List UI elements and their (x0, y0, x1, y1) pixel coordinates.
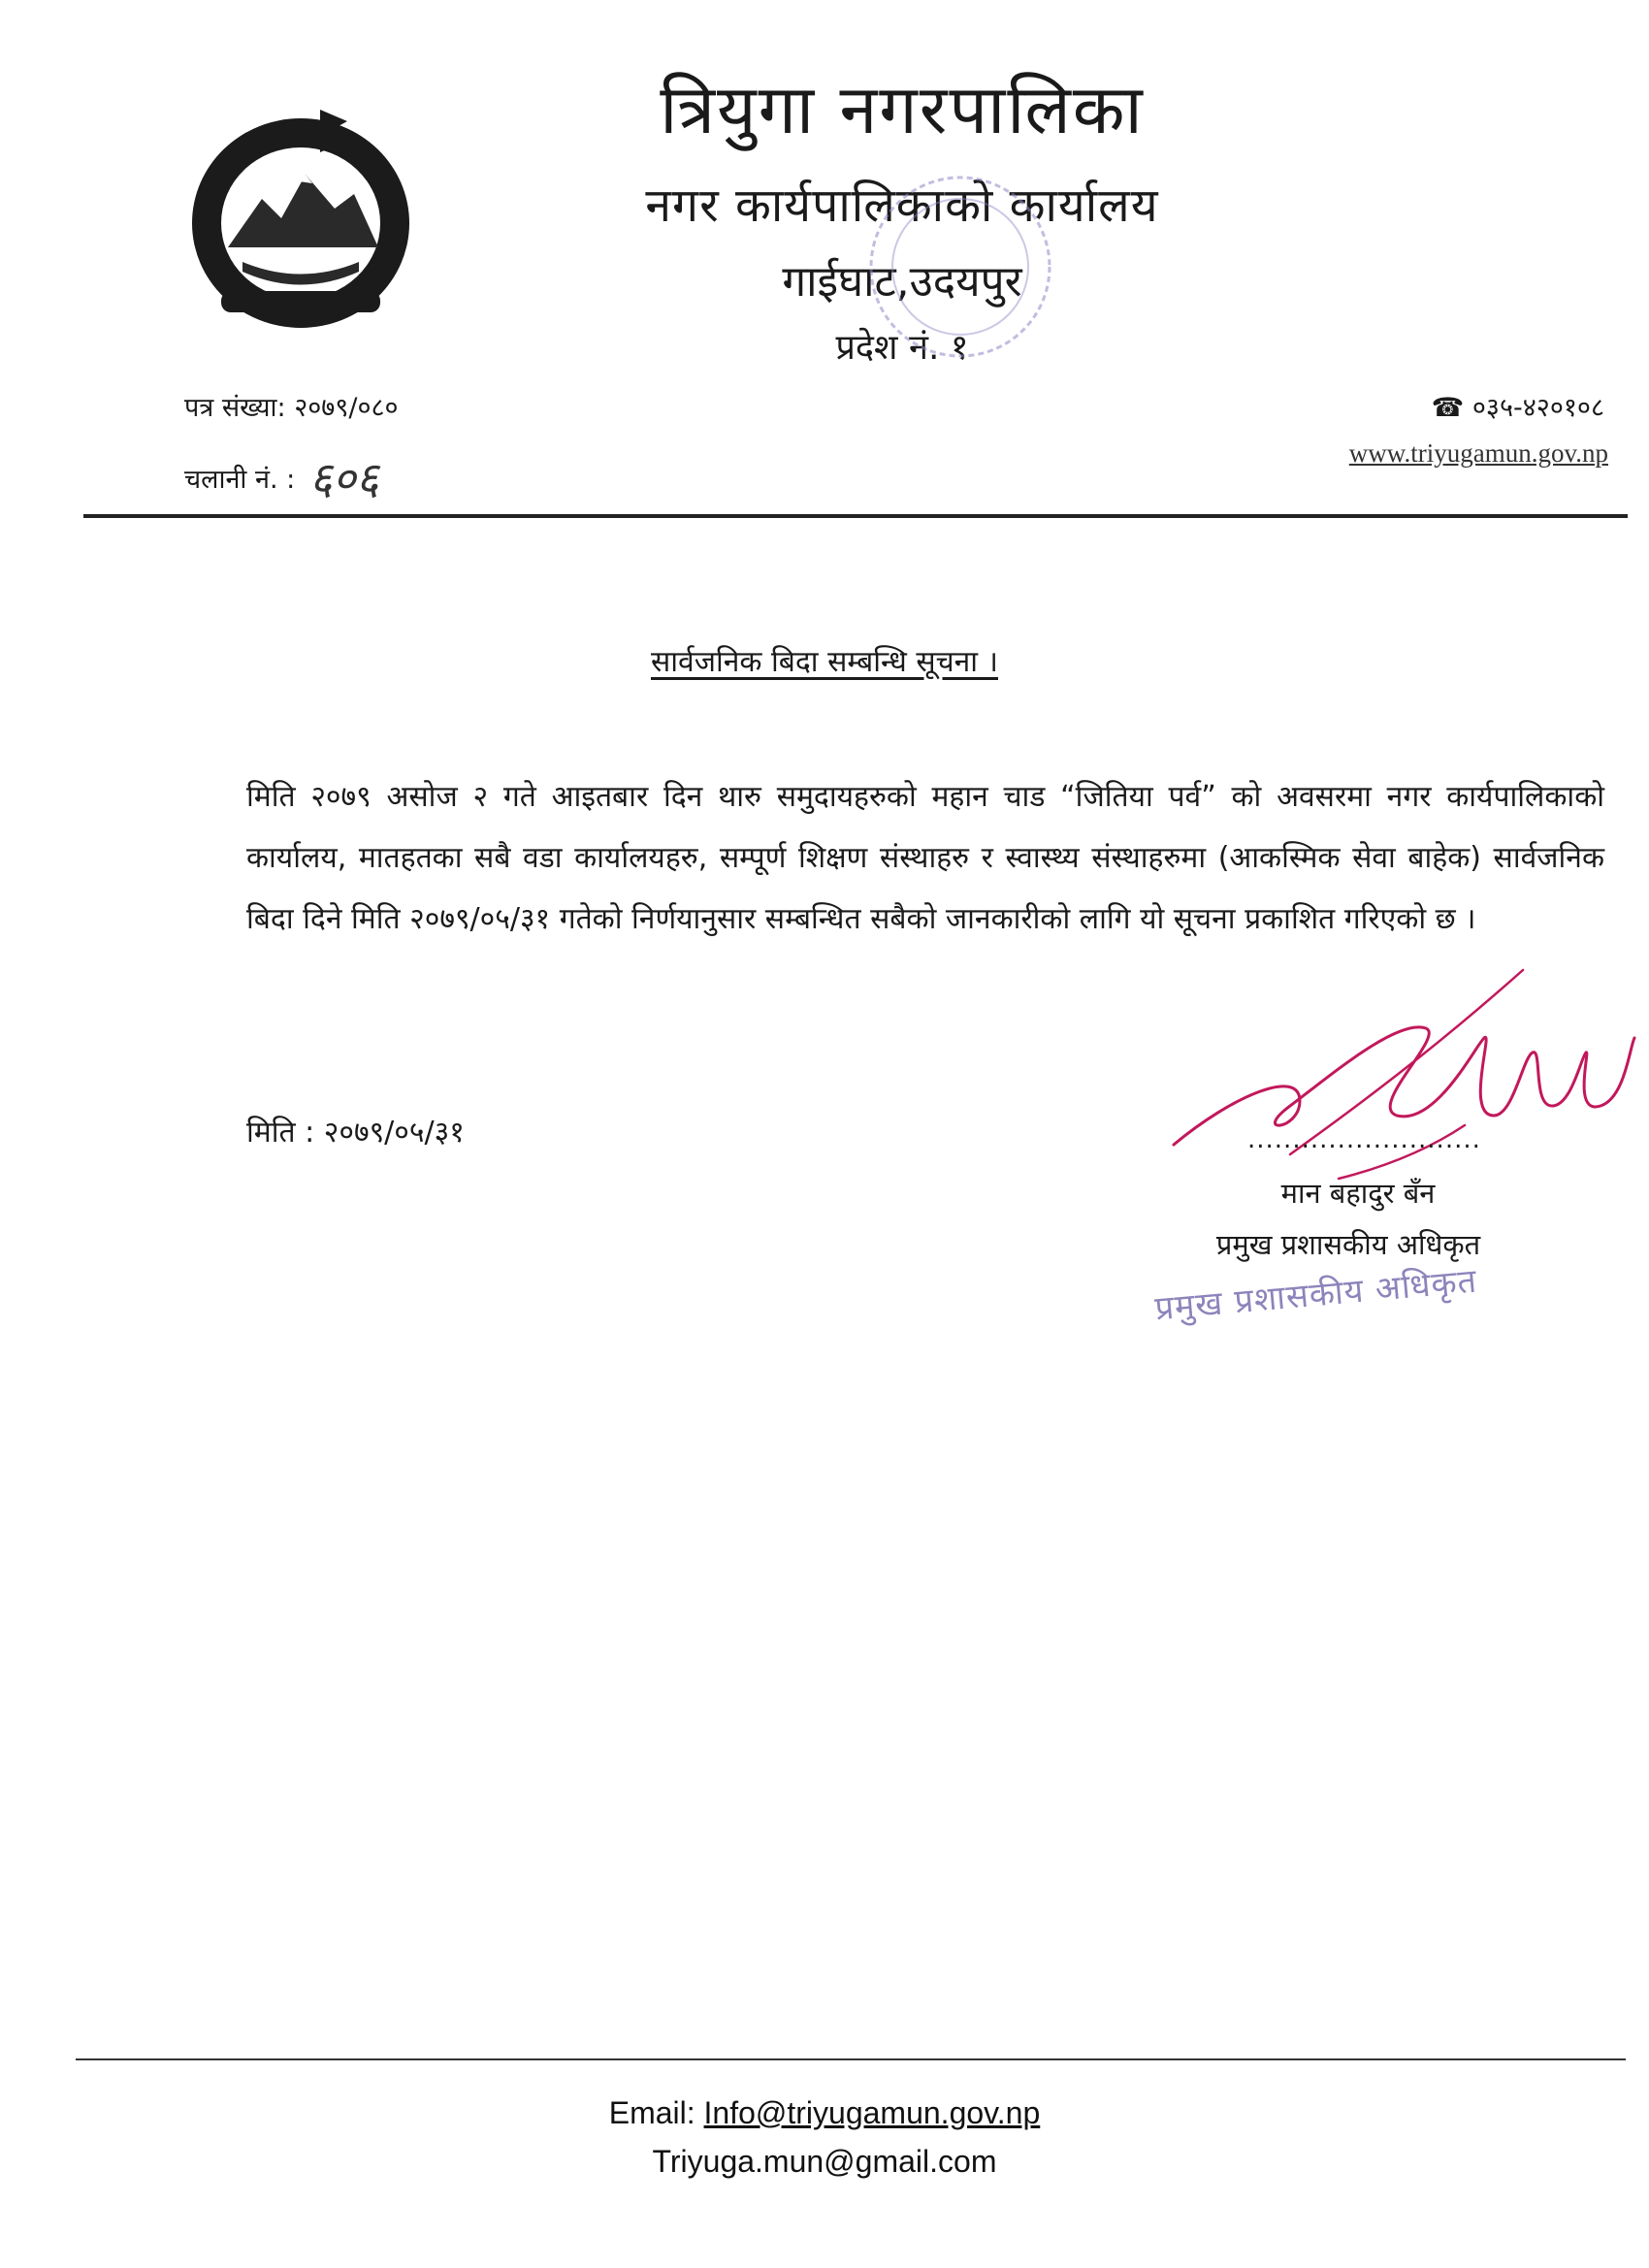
signatory-designation: प्रमुख प्रशासकीय अधिकृत (1215, 1228, 1481, 1261)
phone-contact (1432, 388, 1604, 424)
dispatch-label: चलानी नं. : (184, 465, 296, 495)
reference-number (184, 388, 399, 424)
date-label: मिति : (246, 1116, 315, 1150)
gmail-contact: Triyuga.mun@gmail.com (652, 2144, 997, 2179)
notice-body: मिति २०७९ असोज २ गते आइतबार दिन थारु समुदायहरुको महान चाड “जितिया पर्व” को अवसरमा नगर कार्यपालिकाको कार्यालय, मातहतका सबै वडा कार्यालयहरु, सम्पूर्ण शिक्षण संस्थाहरु र स्वास्थ्य संस्थाहरुमा (आकस्मिक सेवा बाहेक) सार्वजनिक बिदा दिने मिति २०७९/०५/३१ गतेको निर्णयानुसार सम्बन्धित सबैको जानकारीको लागि यो सूचना प्रकाशित गरिएको छ । (246, 780, 1604, 936)
telephone-icon: ☎ (1431, 393, 1465, 423)
signature-line: .......................... (1247, 1125, 1481, 1154)
email-link[interactable]: Info@triyugamun.gov.np (703, 2095, 1041, 2130)
notice-date (246, 1111, 465, 1150)
nepal-emblem-logo (184, 92, 417, 335)
signatory-name: मान बहादुर बँन (1280, 1177, 1436, 1210)
office-stamp (854, 146, 1067, 407)
dispatch-value: ६०६ (308, 452, 379, 504)
province-number: प्रदेश नं. १ (835, 328, 969, 368)
office-address: गाईघाट,उदयपुर (782, 257, 1022, 307)
dispatch-number (184, 441, 379, 502)
designation-stamp: प्रमुख प्रशासकीय अधिकृत (1153, 1261, 1479, 1329)
notice-title-text: सार्वजनिक बिदा सम्बन्धि सूचना । (650, 645, 998, 679)
office-name: नगर कार्यपालिकाको कार्यालय (645, 178, 1159, 233)
reference-value: २०७९/०८० (294, 393, 399, 423)
notice-title (0, 640, 1649, 680)
email-contact (0, 2095, 1649, 2131)
municipality-name: त्रियुगा नगरपालिका (660, 70, 1145, 149)
header-divider (83, 514, 1628, 518)
reference-label: पत्र संख्या: (184, 393, 286, 423)
date-value: २०७९/०५/३१ (323, 1116, 465, 1150)
phone-number: ०३५-४२०१०८ (1471, 393, 1604, 423)
email-label: Email: (608, 2095, 695, 2130)
footer-divider (76, 2058, 1626, 2060)
website-link[interactable]: www.triyugamun.gov.np (1348, 438, 1608, 468)
